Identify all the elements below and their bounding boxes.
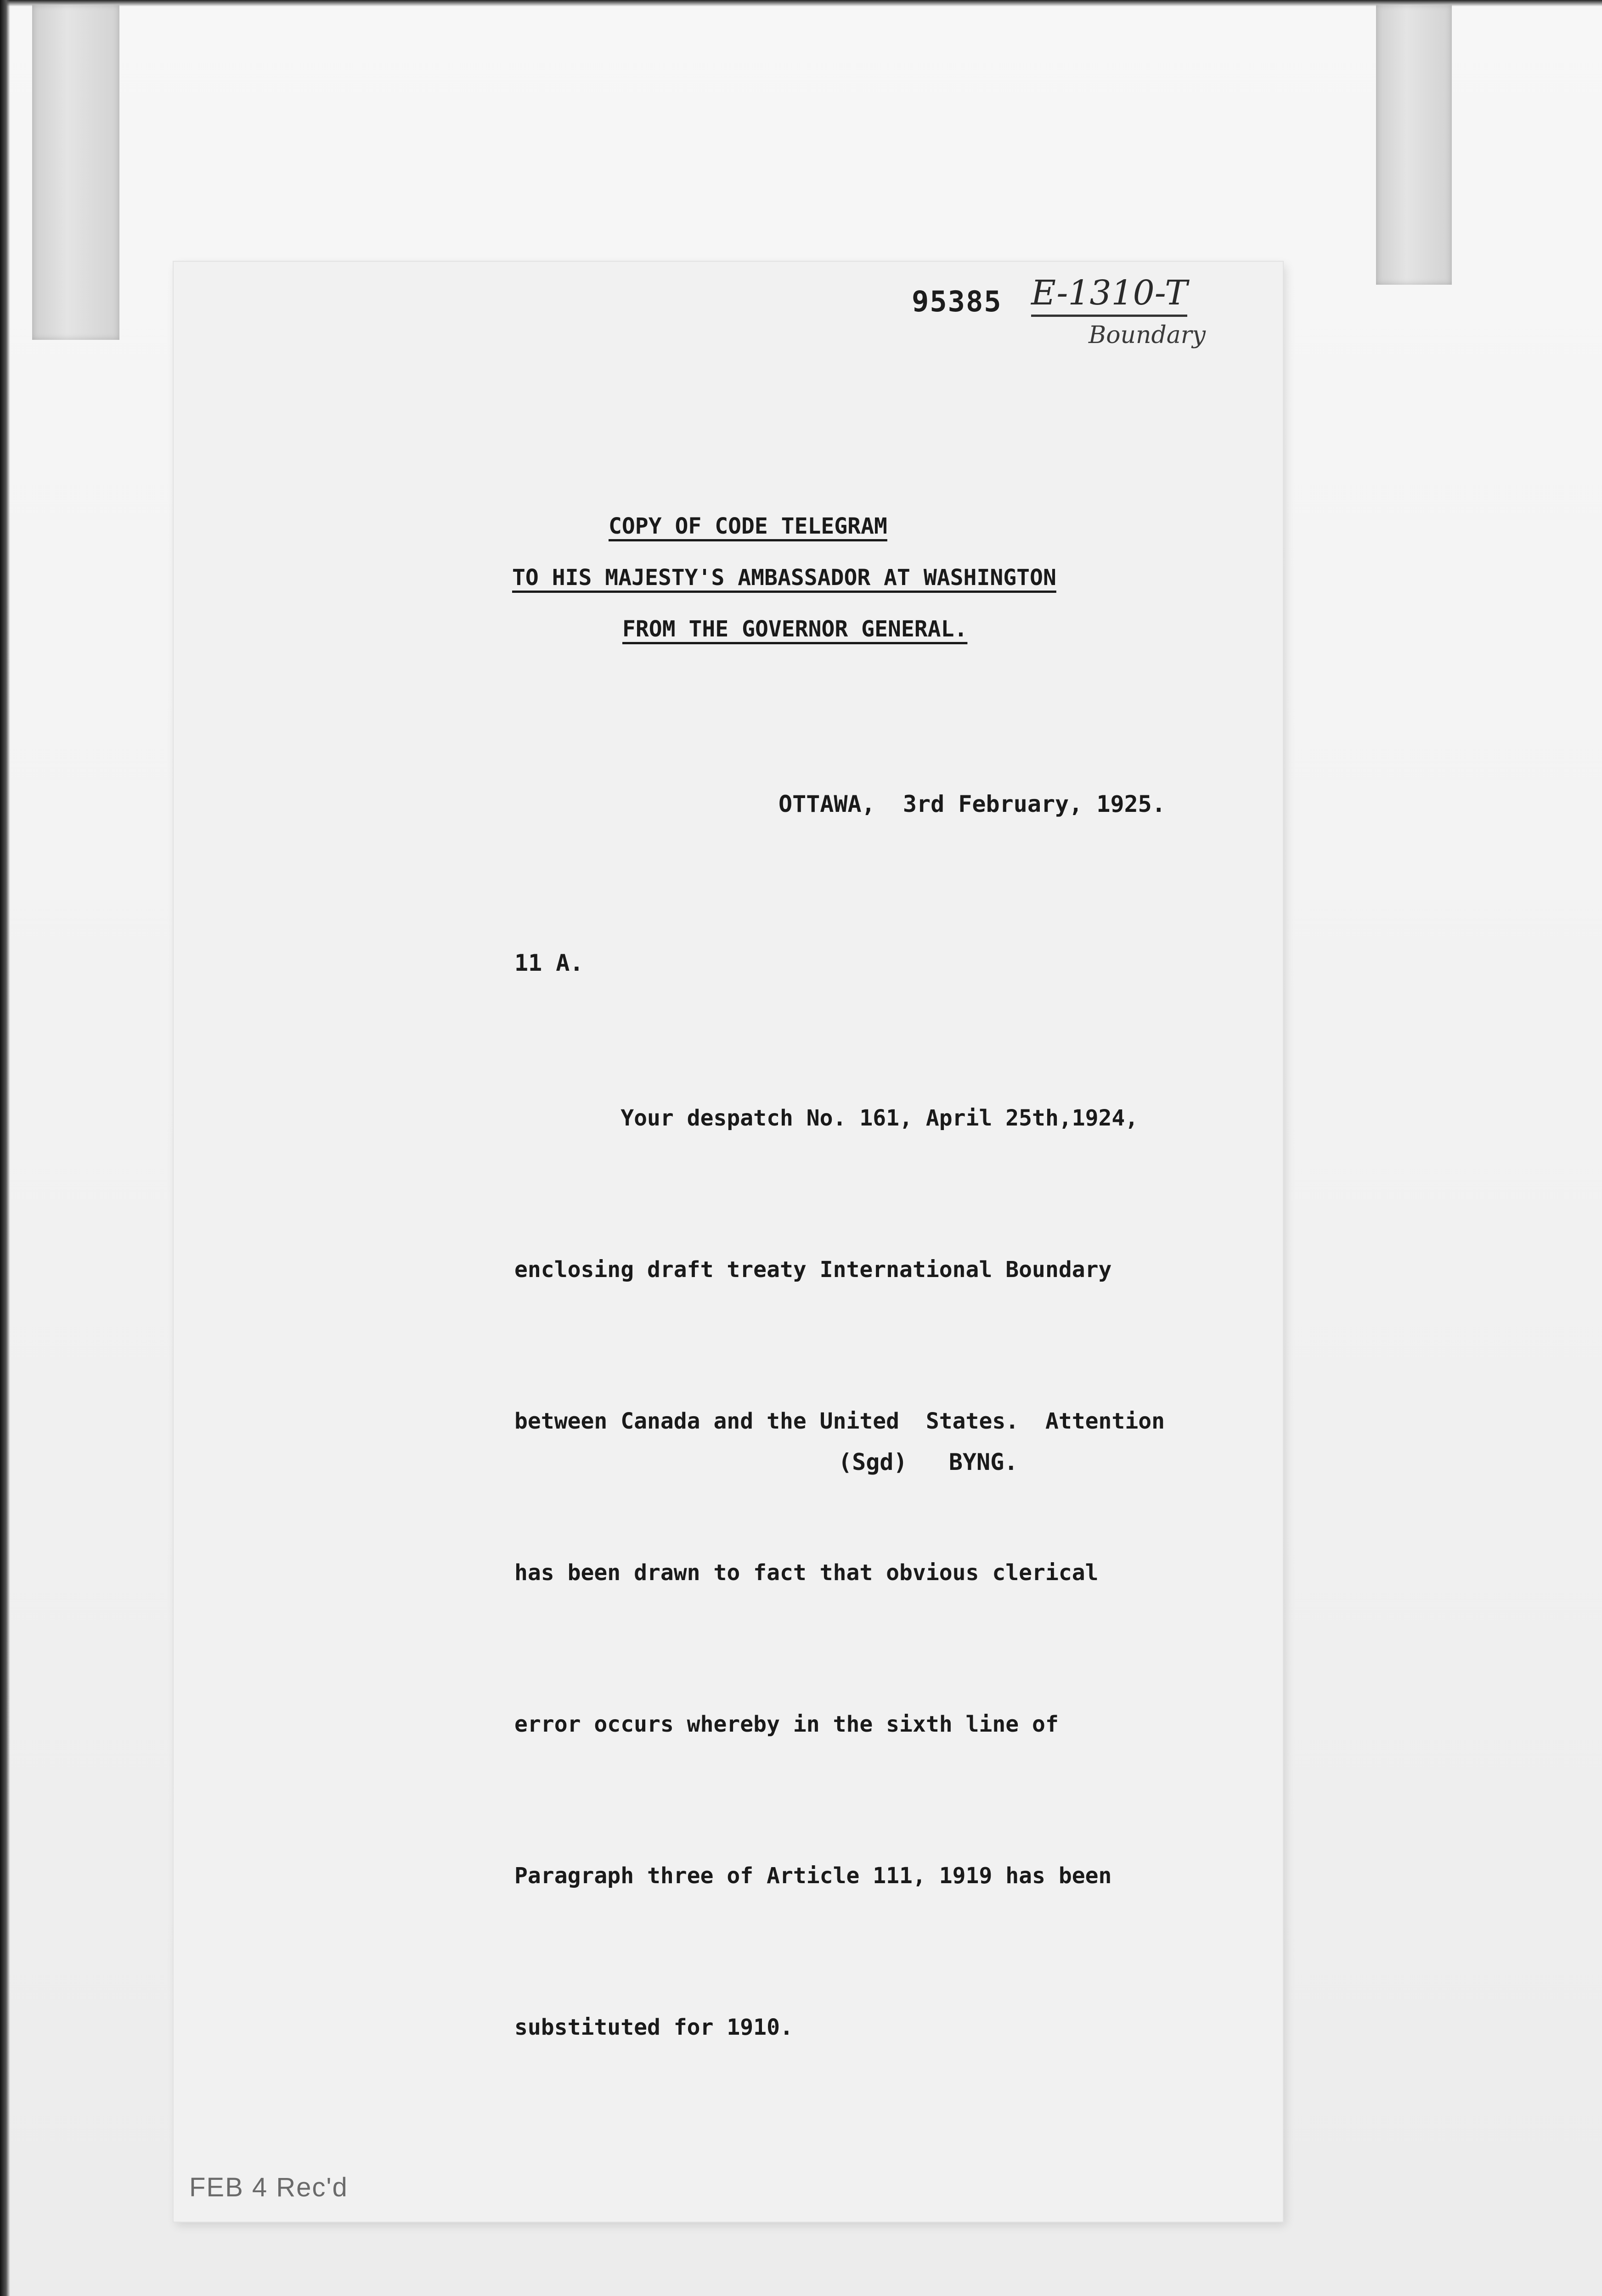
film-edge-left	[0, 0, 10, 2296]
body-line: Paragraph three of Article 111, 1919 has been	[514, 1863, 1112, 1889]
heading-line: FROM THE GOVERNOR GENERAL.	[622, 616, 968, 642]
body-line: Your despatch No. 161, April 25th,1924,	[514, 1105, 1139, 1131]
film-edge-top	[0, 0, 1602, 6]
signature: (Sgd) BYNG.	[838, 1449, 1018, 1475]
body-line: error occurs whereby in the sixth line of	[514, 1711, 1059, 1737]
heading-line: TO HIS MAJESTY'S AMBASSADOR AT WASHINGTON	[512, 565, 1056, 591]
reference-number: 95385	[912, 285, 1002, 318]
telegram-body	[514, 992, 1249, 2103]
handwritten-reference: E-1310-T	[1031, 273, 1187, 317]
body-line: has been drawn to fact that obvious clerical	[514, 1560, 1099, 1586]
body-line: enclosing draft treaty International Boundary	[514, 1257, 1112, 1283]
handwritten-subnote: Boundary	[1089, 321, 1206, 349]
received-stamp: FEB 4 Rec'd	[189, 2172, 348, 2202]
heading-line: COPY OF CODE TELEGRAM	[609, 513, 887, 539]
body-line: substituted for 1910.	[514, 2015, 793, 2040]
dateline: OTTAWA, 3rd February, 1925.	[778, 791, 1166, 817]
tape-strip	[32, 5, 119, 340]
body-line: between Canada and the United States. Attention	[514, 1408, 1165, 1434]
tape-strip	[1376, 5, 1452, 285]
file-code: 11 A.	[514, 950, 584, 976]
